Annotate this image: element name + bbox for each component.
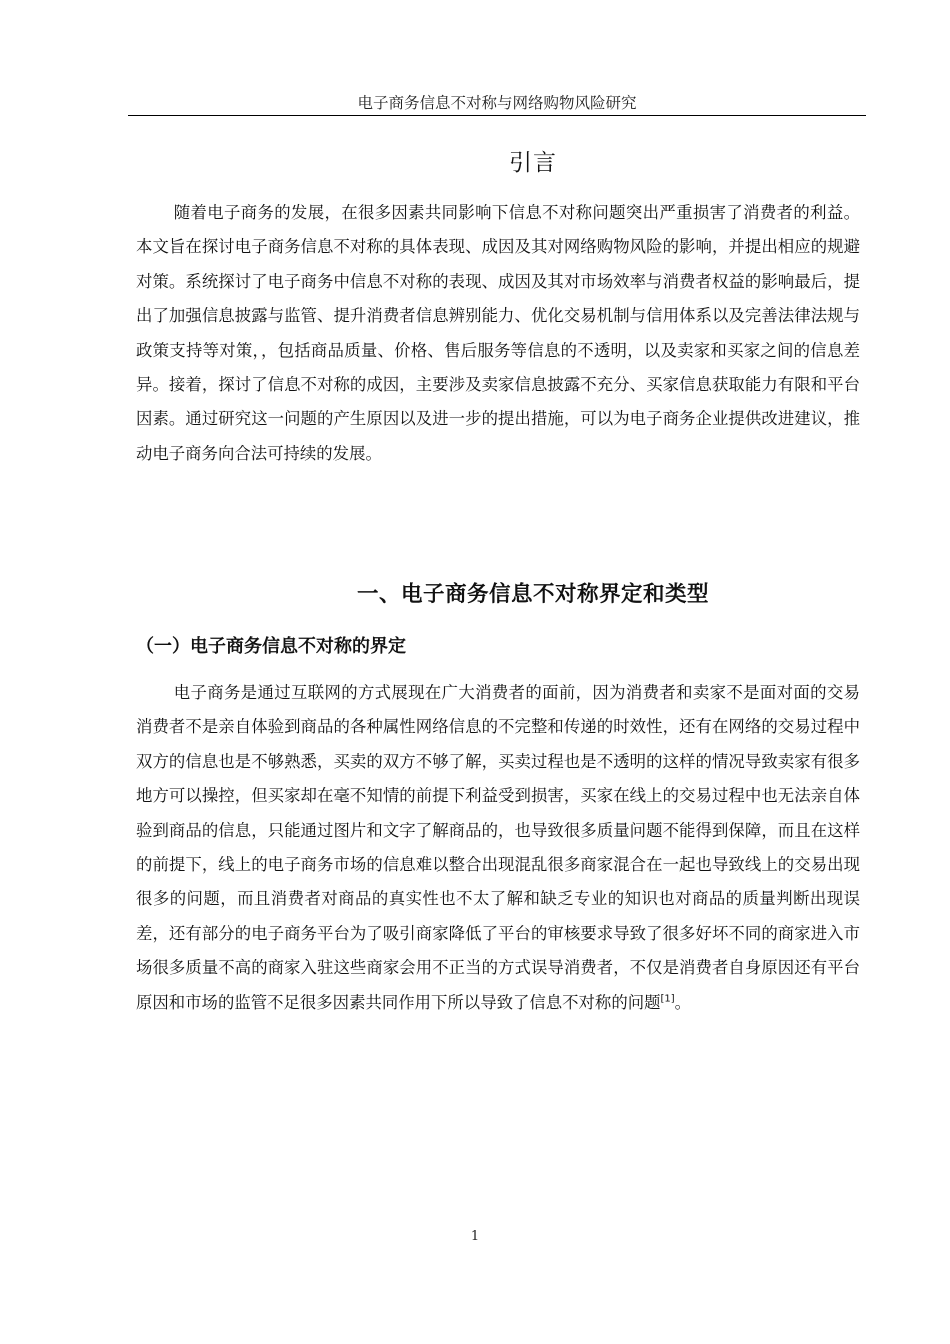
subsection-1-paragraph-text: 电子商务是通过互联网的方式展现在广大消费者的面前，因为消费者和卖家不是面对面的交易消费者不是亲自体验到商品的各种属性网络信息的不完整和传递的时效性，还有在网络的交易过程中双方的信息也是不够熟悉，买卖的双方不够了解，买卖过程也是不透明的这样的情况导致卖家有很多地方可以操控，但买家却在毫不知情的前提下利益受到损害，买家在线上的交易过程中也无法亲自体验到商品的信息，只能通过图片和文字了解商品的，也导致很多质量问题不能得到保障，而且在这样的前提下，线上的电子商务市场的信息难以整合出现混乱很多商家混合在一起也导致线上的交易出现很多的问题，而且消费者对商品的真实性也不太了解和缺乏专业的知识也对商品的质量判断出现误差，还有部分的电子商务平台为了吸引商家降低了平台的审核要求导致了很多好坏不同的商家进入市场很多质量不高的商家入驻这些商家会用不正当的方式误导消费者，不仅是消费者自身原因还有平台原因和市场的监管不足很多因素共同作用下所以导致了信息不对称的问题 [136,683,860,1012]
subsection-1-heading: （一）电子商务信息不对称的界定 [136,636,406,657]
introduction-heading: 引言 [509,150,557,176]
subsection-1-paragraph [136,676,860,1020]
page-number: 1 [470,1229,480,1244]
header-rule [128,115,866,116]
paragraph-ending: 。 [674,992,692,1012]
introduction-paragraph: 随着电子商务的发展，在很多因素共同影响下信息不对称问题突出严重损害了消费者的利益。本文旨在探讨电子商务信息不对称的具体表现、成因及其对网络购物风险的影响，并提出相应的规避对策。系统探讨了电子商务中信息不对称的表现、成因及其对市场效率与消费者权益的影响最后，提出了加强信息披露与监管、提升消费者信息辨别能力、优化交易机制与信用体系以及完善法律法规与政策支持等对策，，包括商品质量、价格、售后服务等信息的不透明，以及卖家和买家之间的信息差异。接着，探讨了信息不对称的成因，主要涉及卖家信息披露不充分、买家信息获取能力有限和平台因素。通过研究这一问题的产生原因以及进一步的提出措施，可以为电子商务企业提供改进建议，推动电子商务向合法可持续的发展。 [136,203,860,463]
running-header: 电子商务信息不对称与网络购物风险研究 [357,94,637,112]
citation-reference: [1] [660,993,675,1005]
section-1-heading: 一、电子商务信息不对称界定和类型 [356,582,709,607]
